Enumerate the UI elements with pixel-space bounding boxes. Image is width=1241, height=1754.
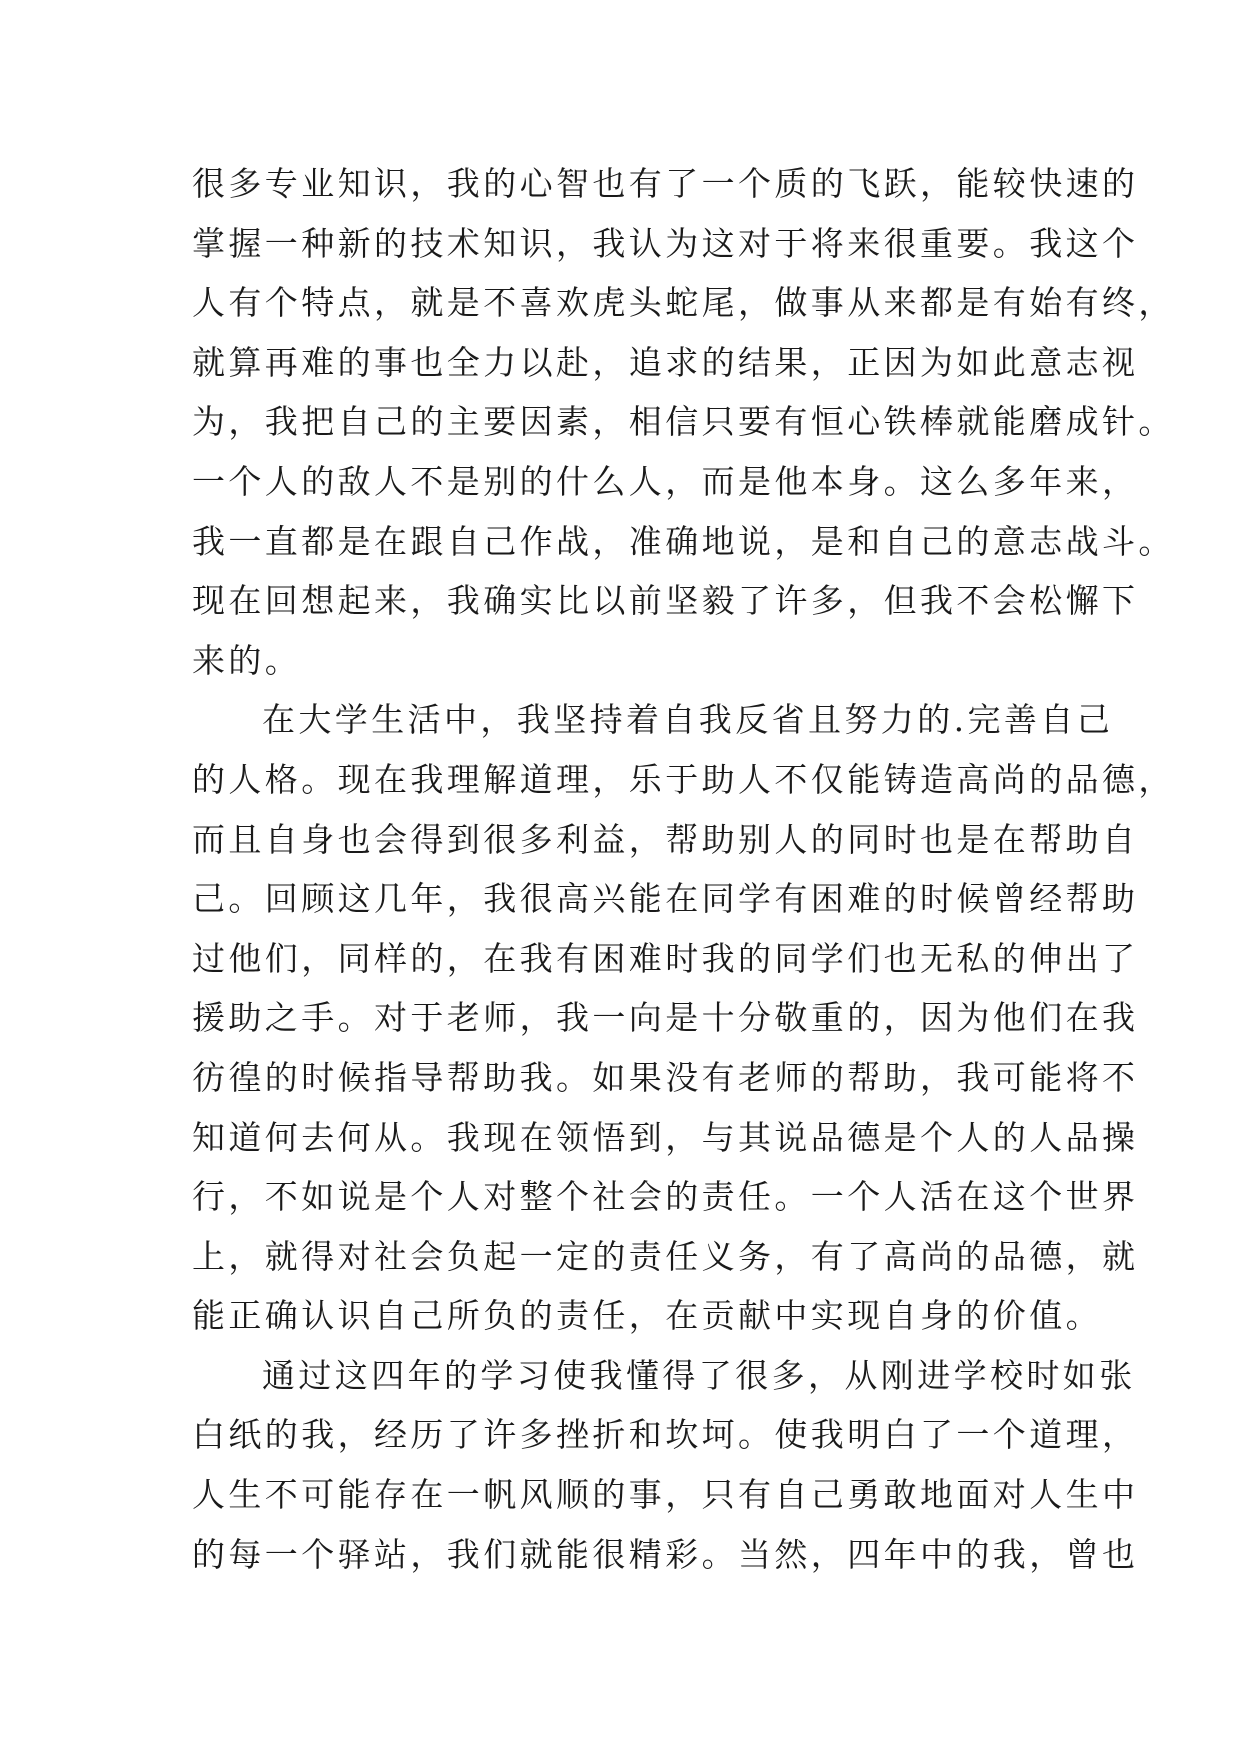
text-line: 很多专业知识，我的心智也有了一个质的飞跃，能较快速的 — [192, 164, 1139, 203]
text-line: 的每一个驿站，我们就能很精彩。当然，四年中的我，曾也 — [192, 1534, 1139, 1574]
text-line: 就算再难的事也全力以赴，追求的结果，正因为如此意志视 — [192, 342, 1139, 382]
text-line: 的人格。现在我理解道理，乐于助人不仅能铸造高尚的品德， — [192, 759, 1175, 799]
text-line: 来的。 — [192, 640, 302, 680]
text-line: 援助之手。对于老师，我一向是十分敬重的，因为他们在我 — [192, 998, 1139, 1038]
body-text — [192, 154, 1175, 1584]
text-line: 彷徨的时候指导帮助我。如果没有老师的帮助，我可能将不 — [192, 1057, 1139, 1097]
text-line: 一个人的敌人不是别的什么人，而是他本身。这么多年来， — [192, 461, 1139, 501]
text-line: 过他们，同样的，在我有困难时我的同学们也无私的伸出了 — [192, 938, 1139, 978]
paragraph-start-line: 在大学生活中，我坚持着自我反省且努力的.完善自己 — [262, 700, 1114, 740]
text-line: 白纸的我，经历了许多挫折和坎坷。使我明白了一个道理， — [192, 1415, 1139, 1455]
text-line: 能正确认识自己所负的责任，在贡献中实现自身的价值。 — [192, 1296, 1102, 1336]
text-line: 我一直都是在跟自己作战，准确地说，是和自己的意志战斗。 — [192, 521, 1175, 561]
text-line: 上，就得对社会负起一定的责任义务，有了高尚的品德，就 — [192, 1236, 1139, 1276]
text-line: 而且自身也会得到很多利益，帮助别人的同时也是在帮助自 — [192, 819, 1139, 859]
text-line: 现在回想起来，我确实比以前坚毅了许多，但我不会松懈下 — [192, 581, 1139, 621]
text-line: 为，我把自己的主要因素，相信只要有恒心铁棒就能磨成针。 — [192, 402, 1175, 442]
paragraph-start-line: 通过这四年的学习使我懂得了很多，从刚进学校时如张 — [262, 1355, 1136, 1395]
text-line: 人生不可能存在一帆风顺的事，只有自己勇敢地面对人生中 — [192, 1475, 1139, 1515]
text-line: 人有个特点，就是不喜欢虎头蛇尾，做事从来都是有始有终， — [192, 283, 1175, 323]
text-line: 己。回顾这几年，我很高兴能在同学有困难的时候曾经帮助 — [192, 879, 1139, 919]
text-line: 知道何去何从。我现在领悟到，与其说品德是个人的人品操 — [192, 1117, 1139, 1157]
text-line: 行，不如说是个人对整个社会的责任。一个人活在这个世界 — [192, 1177, 1139, 1217]
text-line: 掌握一种新的技术知识，我认为这对于将来很重要。我这个 — [192, 223, 1139, 263]
